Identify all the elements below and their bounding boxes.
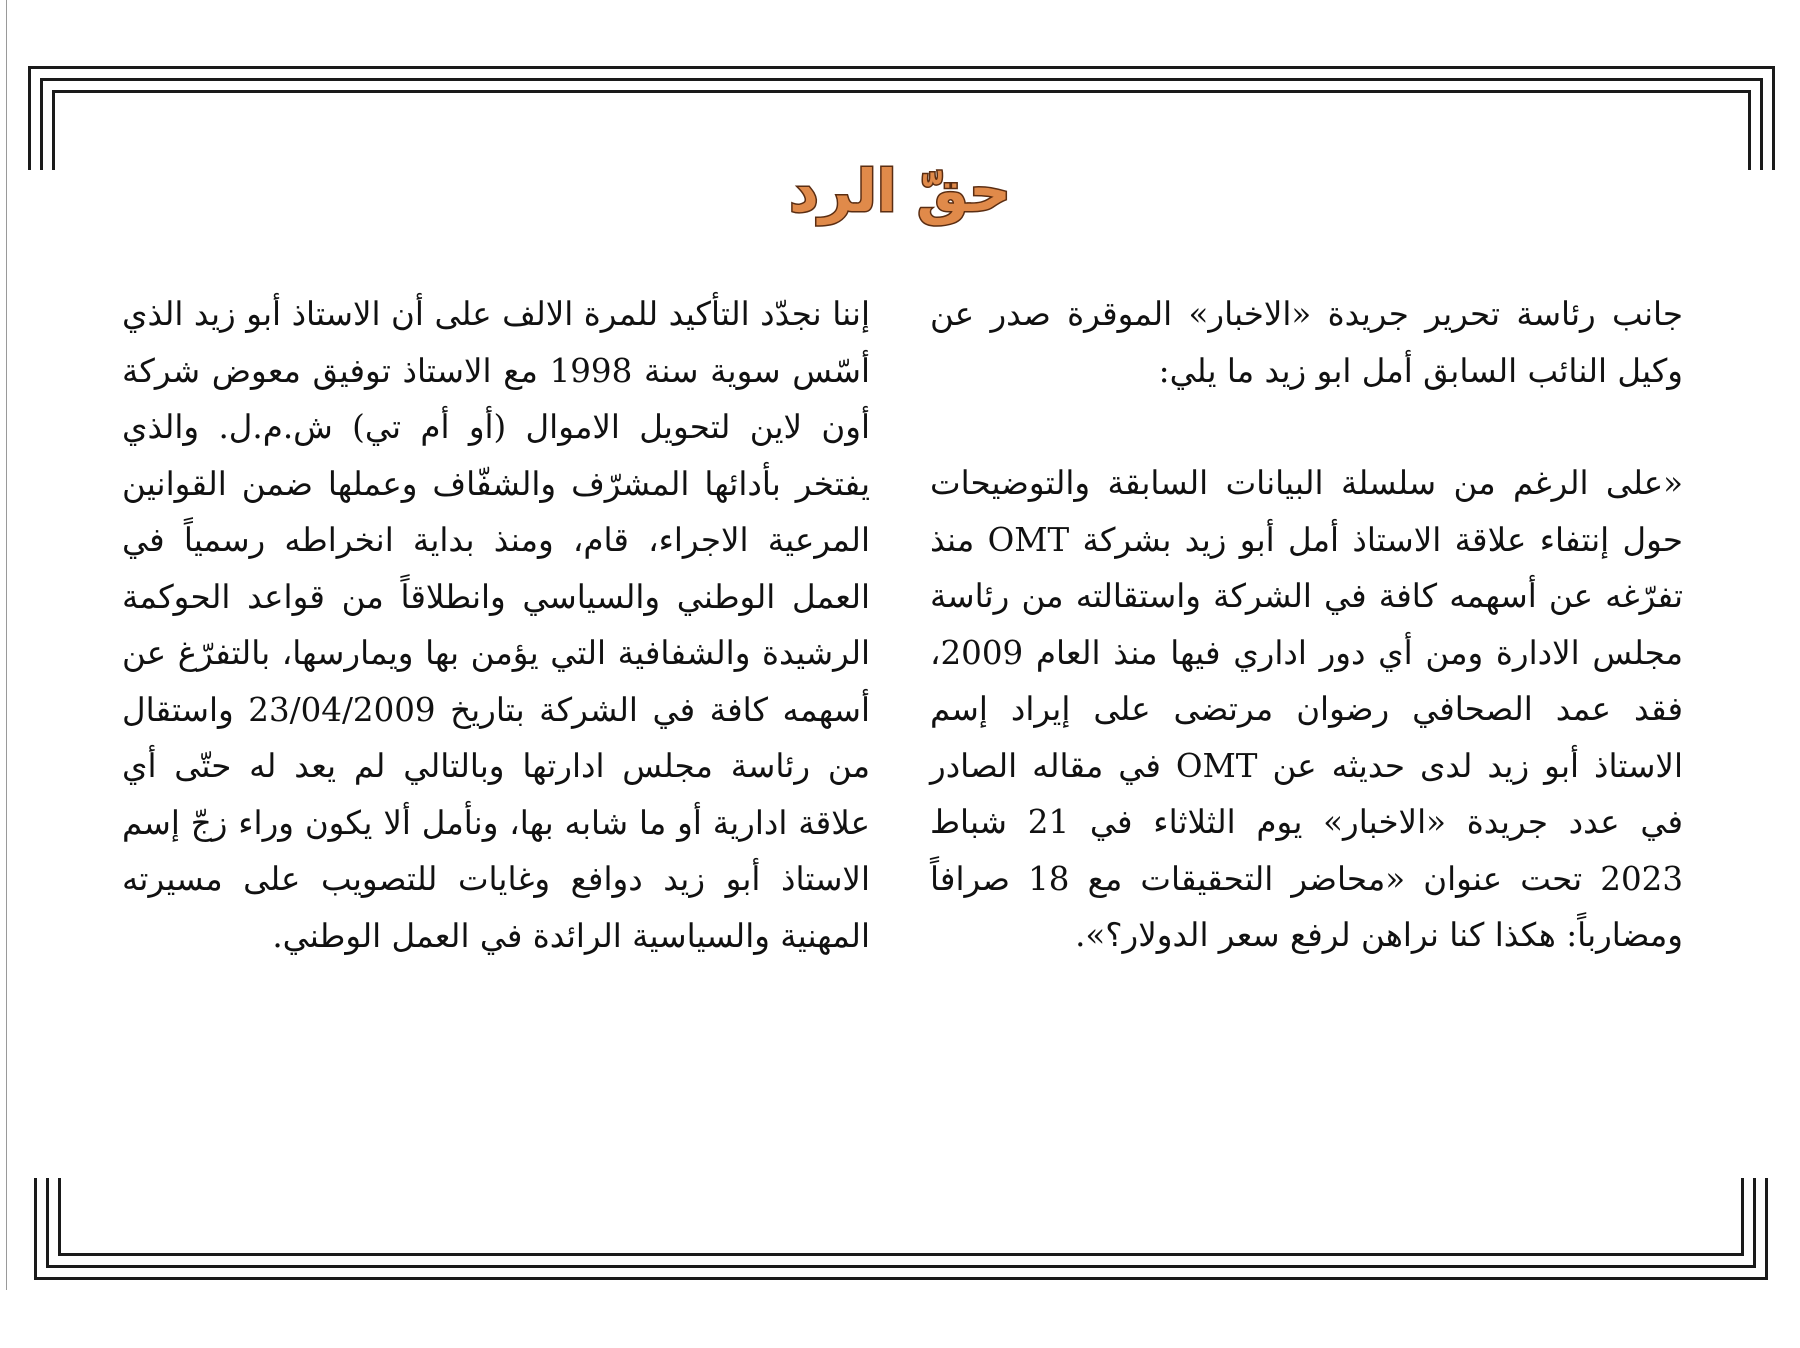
left-column <box>122 286 870 964</box>
intro-paragraph: جانب رئاسة تحرير جريدة «الاخبار» الموقرة صدر عن وكيل النائب السابق أمل ابو زيد ما يلي: <box>930 295 1683 390</box>
quoted-statement-paragraph: «على الرغم من سلسلة البيانات السابقة والتوضيحات حول إنتفاء علاقة الاستاذ أمل أبو زيد بشركة OMT منذ تفرّغه عن أسهمه كافة في الشركة واستقالته من رئاسة مجلس الادارة ومن أي دور اداري فيها منذ العام 2009، فقد عمد الصحافي رضوان مرتضى على إيراد إسم الاستاذ أبو زيد لدى حديثه عن OMT في مقاله الصادر في عدد جريدة «الاخبار» يوم الثلاثاء في 21 شباط 2023 تحت عنوان «محاضر التحقيقات مع 18 صرافاً ومضارباً: هكذا كنا نراهن لرفع سعر الدولار؟». <box>930 464 1684 954</box>
bottom-frame-border-inner <box>58 1178 1744 1256</box>
response-paragraph: إننا نجدّد التأكيد للمرة الالف على أن الاستاذ أبو زيد الذي أسّس سوية سنة 1998 مع الاستاذ توفيق معوض شركة أون لاين لتحويل الاموال (أو أم تي) ش.م.ل. والذي يفتخر بأدائها المشرّف والشفّاف وعملها ضمن القوانين المرعية الاجراء، قام، ومنذ بداية انخراطه رسمياً في العمل الوطني والسياسي وانطلاقاً من قواعد الحوكمة الرشيدة والشفافية التي يؤمن بها ويمارسها، بالتفرّغ عن أسهمه كافة في الشركة بتاريخ 23/04/2009 واستقال من رئاسة مجلس ادارتها وبالتالي لم يعد له حتّى أي علاقة ادارية أو ما شابه بها، ونأمل ألا يكون وراء زجّ إسم الاستاذ أبو زيد دوافع وغايات للتصويب على مسيرته المهنية والسياسية الرائدة في العمل الوطني. <box>122 295 870 955</box>
right-column <box>930 286 1683 964</box>
article-title: حقّ الرد <box>789 156 1011 225</box>
